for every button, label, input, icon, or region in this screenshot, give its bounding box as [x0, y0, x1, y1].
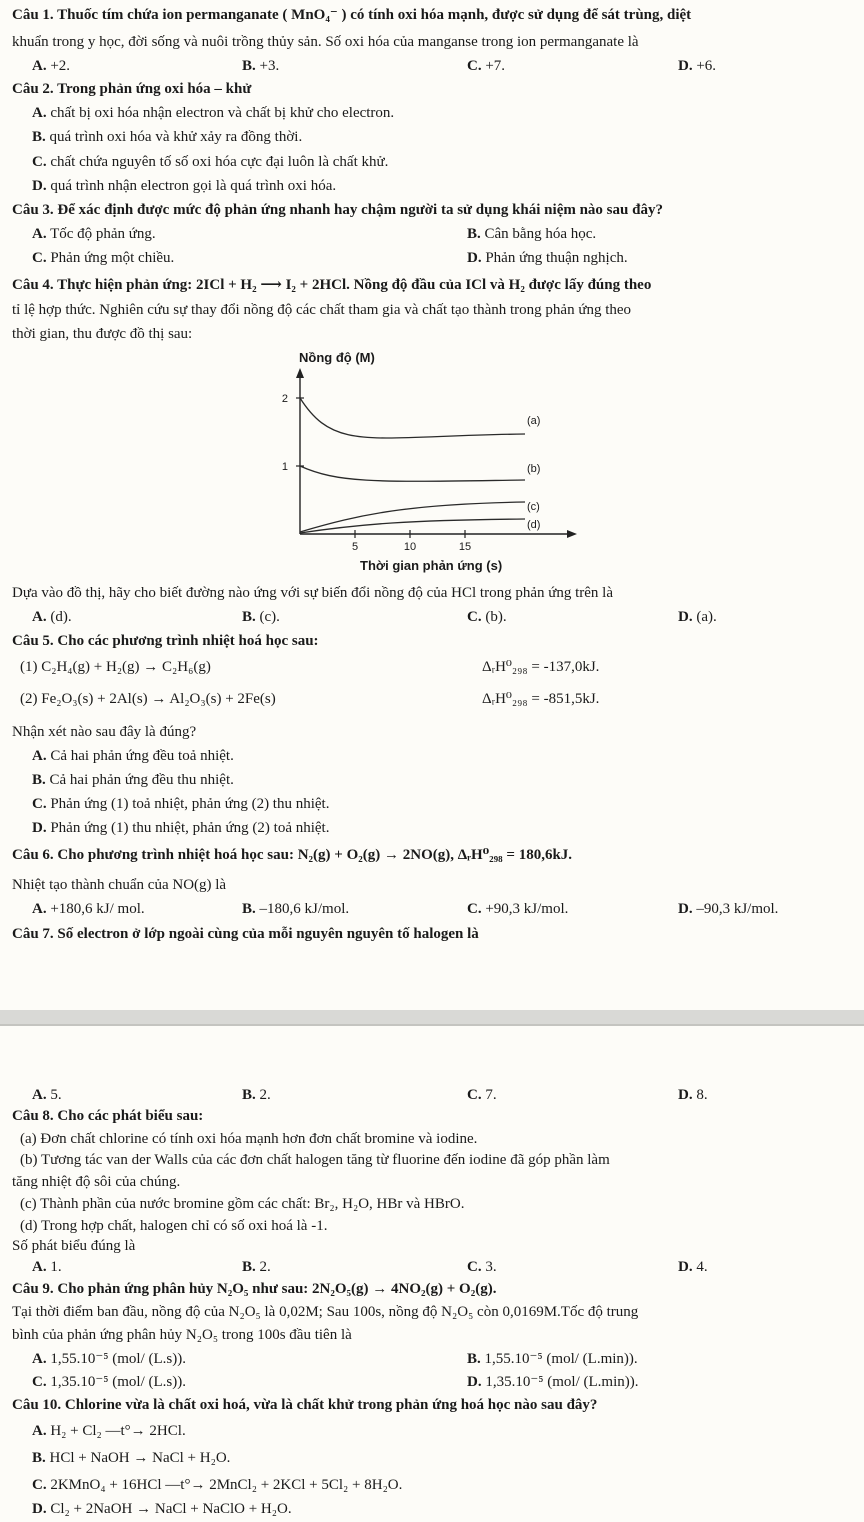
- q5-enthalpy-2: ΔᵣH⁰₂₉₈ = -851,5kJ.: [482, 691, 600, 707]
- q4-option-b: B. (c).: [242, 609, 280, 625]
- q9-line3: bình của phản ứng phân hủy N₂O₅ trong 100s đầu tiên là: [12, 1327, 352, 1343]
- curve-label-d: (d): [527, 519, 541, 531]
- y-axis-arrow: [296, 368, 304, 378]
- curve-c: [300, 502, 525, 532]
- curve-d: [300, 519, 525, 533]
- q10-option-d: D. Cl₂ + 2NaOH → NaCl + NaClO + H₂O.: [32, 1501, 292, 1517]
- chart-xlabel: Thời gian phản ứng (s): [360, 558, 503, 573]
- curve-label-c: (c): [527, 501, 540, 513]
- q5-ask: Nhận xét nào sau đây là đúng?: [12, 724, 197, 740]
- q4-line2: tỉ lệ hợp thức. Nghiên cứu sự thay đổi nồng độ các chất tham gia và chất tạo thành trong phản ứng theo: [12, 302, 632, 318]
- q6-option-c: C. +90,3 kJ/mol.: [467, 901, 569, 917]
- page-gap-divider: [0, 1024, 864, 1026]
- q8-ask: Số phát biểu đúng là: [12, 1238, 136, 1254]
- q2-option-b: B. quá trình oxi hóa và khử xảy ra đồng thời.: [32, 129, 303, 145]
- q7-option-b: B. 2.: [242, 1087, 271, 1103]
- q8-option-c: C. 3.: [467, 1259, 497, 1275]
- q6-option-b: B. –180,6 kJ/mol.: [242, 901, 350, 917]
- q6-line2: Nhiệt tạo thành chuẩn của NO(g) là: [12, 877, 227, 893]
- x-tick-label-5: 5: [351, 541, 359, 553]
- x-tick-label-15: 15: [458, 541, 472, 553]
- q1-line1: Câu 1. Thuốc tím chứa ion permanganate ( MnO₄⁻ ) có tính oxi hóa mạnh, được sử dụng để sát trùng, diệt: [12, 7, 692, 23]
- x-axis-arrow: [567, 530, 577, 538]
- q7-option-c: C. 7.: [467, 1087, 497, 1103]
- q8-statement-a: (a) Đơn chất chlorine có tính oxi hóa mạnh hơn đơn chất bromine và iodine.: [20, 1131, 478, 1147]
- y-tick-label-2: 2: [281, 393, 288, 405]
- y-tick-label-1: 1: [281, 461, 288, 473]
- q9-line2: Tại thời điểm ban đầu, nồng độ của N₂O₅ là 0,02M; Sau 100s, nồng độ N₂O₅ còn 0,0169M.Tốc độ trung: [12, 1304, 639, 1320]
- q7-option-d: D. 8.: [678, 1087, 708, 1103]
- q10-option-c: C. 2KMnO₄ + 16HCl —t°→ 2MnCl₂ + 2KCl + 5Cl₂ + 8H₂O.: [32, 1477, 403, 1493]
- q8-statement-b-cont: tăng nhiệt độ sôi của chúng.: [12, 1174, 181, 1190]
- q5-title: Câu 5. Cho các phương trình nhiệt hoá học sau:: [12, 633, 319, 649]
- q3-title: Câu 3. Để xác định được mức độ phản ứng nhanh hay chậm người ta sử dụng khái niệm nào sau đây?: [12, 202, 663, 218]
- curve-a: [300, 398, 525, 438]
- q10-title: Câu 10. Chlorine vừa là chất oxi hoá, vừa là chất khử trong phản ứng hoá học nào sau đây?: [12, 1397, 598, 1413]
- q5-option-d: D. Phản ứng (1) thu nhiệt, phản ứng (2) toả nhiệt.: [32, 820, 330, 836]
- curve-label-a: (a): [527, 415, 541, 427]
- q8-option-b: B. 2.: [242, 1259, 271, 1275]
- q8-statement-b: (b) Tương tác van der Walls của các đơn chất halogen tăng từ fluorine đến iodine đã góp phần làm: [20, 1152, 610, 1168]
- q5-option-a: A. Cả hai phản ứng đều toả nhiệt.: [32, 748, 234, 764]
- chart-ylabel: Nồng độ (M): [299, 350, 375, 365]
- q4-option-a: A. (d).: [32, 609, 72, 625]
- q3-option-b: B. Cân bằng hóa học.: [467, 226, 597, 242]
- q2-option-a: A. chất bị oxi hóa nhận electron và chất bị khử cho electron.: [32, 105, 395, 121]
- q4-question: Dựa vào đồ thị, hãy cho biết đường nào ứng với sự biến đổi nồng độ của HCl trong phản ứng trên là: [12, 585, 613, 601]
- q5-option-c: C. Phản ứng (1) toả nhiệt, phản ứng (2) thu nhiệt.: [32, 796, 330, 812]
- q3-option-a: A. Tốc độ phản ứng.: [32, 226, 156, 242]
- q8-statement-c: (c) Thành phần của nước bromine gồm các chất: Br₂, H₂O, HBr và HBrO.: [20, 1196, 465, 1212]
- x-tick-label-10: 10: [403, 541, 417, 553]
- q9-option-c: C. 1,35.10⁻⁵ (mol/ (L.s)).: [32, 1374, 186, 1390]
- q7-title: Câu 7. Số electron ở lớp ngoài cùng của mỗi nguyên nguyên tố halogen là: [12, 926, 479, 942]
- q2-option-c: C. chất chứa nguyên tố số oxi hóa cực đại luôn là chất khử.: [32, 154, 389, 170]
- q9-option-b: B. 1,55.10⁻⁵ (mol/ (L.min)).: [467, 1351, 638, 1367]
- q8-title: Câu 8. Cho các phát biểu sau:: [12, 1108, 204, 1124]
- concentration-chart: [255, 346, 605, 578]
- q3-option-d: D. Phản ứng thuận nghịch.: [467, 250, 628, 266]
- q1-line2: khuẩn trong y học, đời sống và nuôi trồng thủy sản. Số oxi hóa của manganse trong ion permanganate là: [12, 34, 639, 50]
- q2-title: Câu 2. Trong phản ứng oxi hóa – khử: [12, 81, 252, 97]
- q6-line1: Câu 6. Cho phương trình nhiệt hoá học sau: N₂(g) + O₂(g) → 2NO(g), ΔᵣH⁰₂₉₈ = 180,6kJ.: [12, 847, 573, 863]
- q3-option-c: C. Phản ứng một chiều.: [32, 250, 175, 266]
- q10-option-a: A. H₂ + Cl₂ —t°→ 2HCl.: [32, 1423, 186, 1439]
- q5-reaction-2: (2) Fe₂O₃(s) + 2Al(s) → Al₂O₃(s) + 2Fe(s): [20, 691, 276, 707]
- q7-option-a: A. 5.: [32, 1087, 62, 1103]
- q4-line3: thời gian, thu được đồ thị sau:: [12, 326, 193, 342]
- q6-option-d: D. –90,3 kJ/mol.: [678, 901, 779, 917]
- q5-option-b: B. Cả hai phản ứng đều thu nhiệt.: [32, 772, 234, 788]
- q5-enthalpy-1: ΔᵣH⁰₂₉₈ = -137,0kJ.: [482, 659, 600, 675]
- q1-option-a: A. +2.: [32, 58, 71, 74]
- q4-option-c: C. (b).: [467, 609, 507, 625]
- q9-line1: Câu 9. Cho phản ứng phân hủy N₂O₅ như sau: 2N₂O₅(g) → 4NO₂(g) + O₂(g).: [12, 1281, 497, 1297]
- q8-statement-d: (d) Trong hợp chất, halogen chỉ có số oxi hoá là -1.: [20, 1218, 328, 1234]
- q4-line1: Câu 4. Thực hiện phản ứng: 2ICl + H₂ ⟶ I₂ + 2HCl. Nồng độ đầu của ICl và H₂ được lấy đúng theo: [12, 277, 652, 293]
- curve-b: [300, 466, 525, 481]
- page-gap: [0, 1010, 864, 1024]
- q10-option-b: B. HCl + NaOH → NaCl + H₂O.: [32, 1450, 231, 1466]
- q4-option-d: D. (a).: [678, 609, 717, 625]
- curve-label-b: (b): [527, 463, 541, 475]
- q2-option-d: D. quá trình nhận electron gọi là quá trình oxi hóa.: [32, 178, 337, 194]
- q1-option-c: C. +7.: [467, 58, 506, 74]
- q6-option-a: A. +180,6 kJ/ mol.: [32, 901, 145, 917]
- q1-option-b: B. +3.: [242, 58, 280, 74]
- q8-option-a: A. 1.: [32, 1259, 62, 1275]
- q9-option-a: A. 1,55.10⁻⁵ (mol/ (L.s)).: [32, 1351, 186, 1367]
- q1-option-d: D. +6.: [678, 58, 717, 74]
- q9-option-d: D. 1,35.10⁻⁵ (mol/ (L.min)).: [467, 1374, 639, 1390]
- q8-option-d: D. 4.: [678, 1259, 708, 1275]
- q5-reaction-1: (1) C₂H₄(g) + H₂(g) → C₂H₆(g): [20, 659, 211, 675]
